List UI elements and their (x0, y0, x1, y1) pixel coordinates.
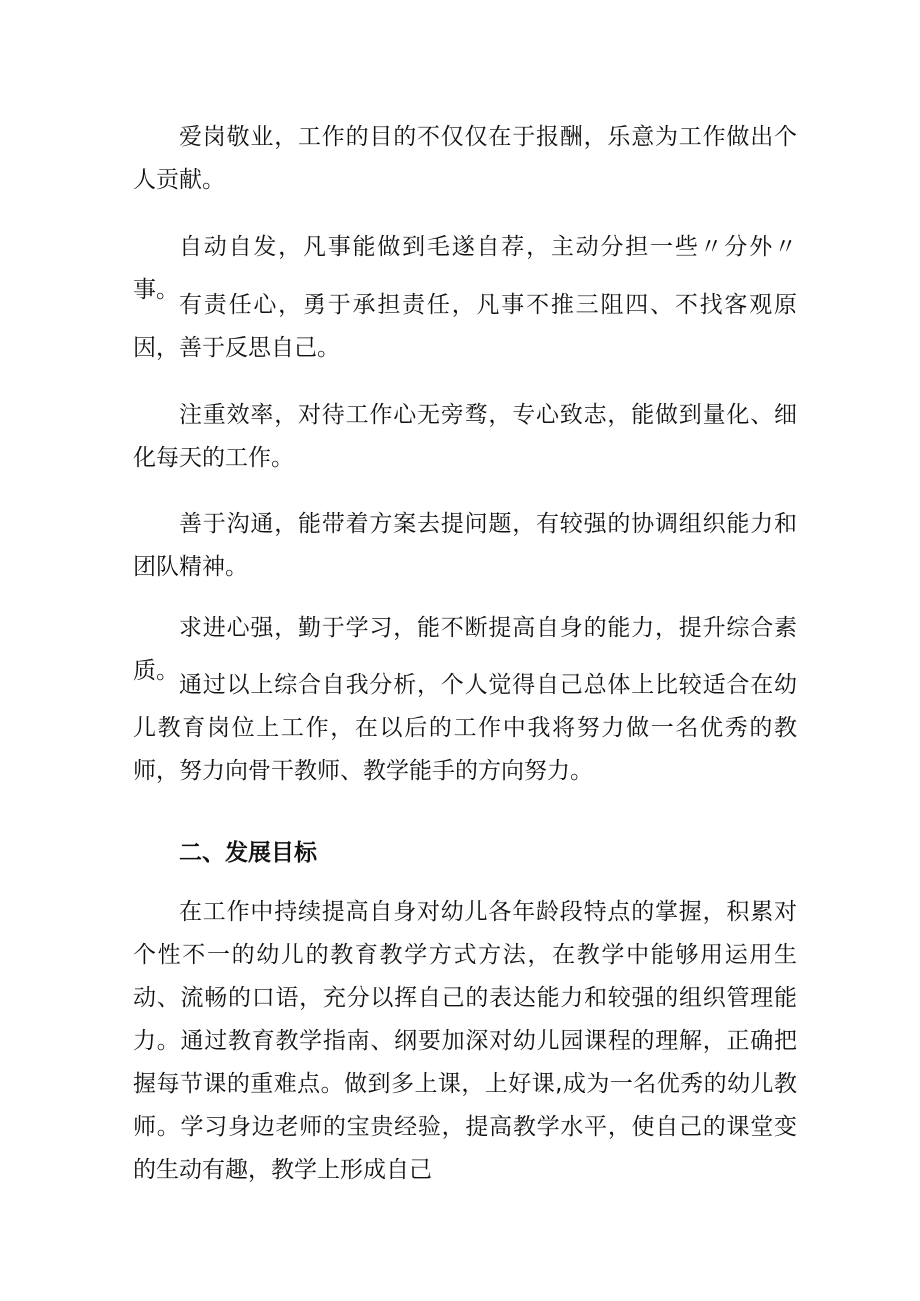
paragraph-learning: 求进心强，勤于学习，能不断提高自身的能力，提升综合素质。 (133, 615, 797, 684)
paragraph-initiative: 自动自发，凡事能做到毛遂自荐，主动分担一些〃分外〃事。 (133, 234, 797, 303)
paragraph-efficiency: 注重效率，对待工作心无旁骛，专心致志，能做到量化、细化每天的工作。 (133, 402, 797, 471)
paragraph-summary: 通过以上综合自我分析，个人觉得自己总体上比较适合在幼儿教育岗位上工作，在以后的工作中我将努力做一名优秀的教师，努力向骨干教师、教学能手的方向努力。 (133, 672, 797, 784)
paragraph-development-goal: 在工作中持续提高自身对幼儿各年龄段特点的掌握，积累对个性不一的幼儿的教育教学方式方法，在教学中能够用运用生动、流畅的口语，充分以挥自己的表达能力和较强的组织管理能力。通过教育教学指南、纲要加深对幼儿园课程的理解，正确把握每节课的重难点。做到多上课，上好课,成为一名优秀的幼儿教师。学习身边老师的宝贵经验，提高教学水平，使自己的课堂变的生动有趣，教学上形成自己 (133, 899, 797, 1183)
paragraph-communication: 善于沟通，能带着方案去提问题，有较强的协调组织能力和团队精神。 (133, 511, 797, 580)
section-heading: 二、发展目标 (179, 840, 317, 866)
paragraph-dedication: 爱岗敬业，工作的目的不仅仅在于报酬，乐意为工作做出个人贡献。 (133, 124, 797, 193)
paragraph-responsibility: 有责任心，勇于承担责任，凡事不推三阻四、不找客观原因，善于反思自己。 (133, 292, 797, 361)
